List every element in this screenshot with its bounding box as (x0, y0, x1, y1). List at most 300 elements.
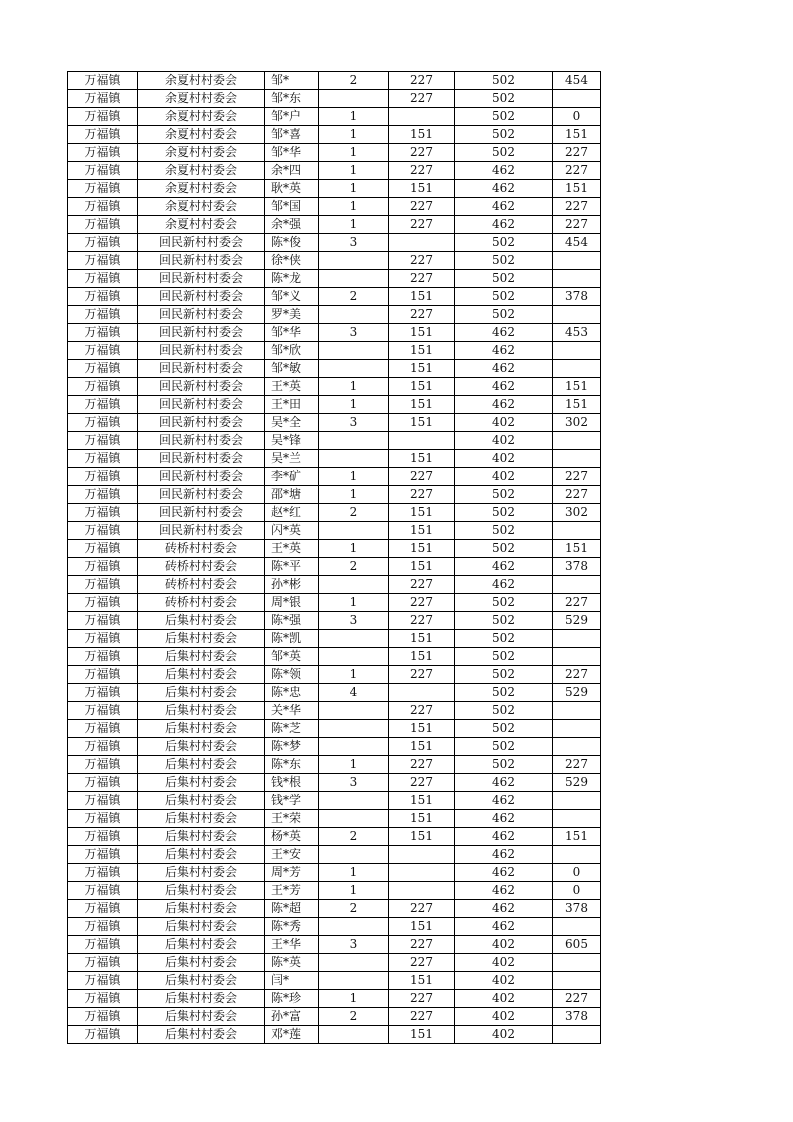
village-committee-cell: 后集村村委会 (138, 774, 265, 792)
count-cell (319, 810, 389, 828)
amount-b-cell: 462 (455, 360, 553, 378)
name-cell: 邹*东 (265, 90, 319, 108)
total-cell (553, 738, 601, 756)
table-row (68, 396, 601, 414)
table-row (68, 288, 601, 306)
amount-a-cell: 227 (389, 306, 455, 324)
count-cell (319, 630, 389, 648)
total-cell: 227 (553, 468, 601, 486)
table-row (68, 198, 601, 216)
count-cell: 1 (319, 864, 389, 882)
amount-a-cell (389, 684, 455, 702)
total-cell: 529 (553, 684, 601, 702)
total-cell: 227 (553, 990, 601, 1008)
table-row (68, 630, 601, 648)
table-row (68, 1008, 601, 1026)
total-cell: 227 (553, 198, 601, 216)
table-row (68, 450, 601, 468)
count-cell (319, 360, 389, 378)
count-cell: 2 (319, 72, 389, 90)
town-cell: 万福镇 (68, 162, 138, 180)
name-cell: 关*华 (265, 702, 319, 720)
count-cell: 1 (319, 882, 389, 900)
town-cell: 万福镇 (68, 1026, 138, 1044)
amount-a-cell: 151 (389, 1026, 455, 1044)
amount-b-cell: 462 (455, 918, 553, 936)
town-cell: 万福镇 (68, 918, 138, 936)
count-cell (319, 342, 389, 360)
table-row (68, 108, 601, 126)
amount-a-cell: 227 (389, 612, 455, 630)
count-cell (319, 522, 389, 540)
total-cell (553, 432, 601, 450)
town-cell: 万福镇 (68, 234, 138, 252)
count-cell: 3 (319, 936, 389, 954)
total-cell: 454 (553, 234, 601, 252)
amount-a-cell: 227 (389, 72, 455, 90)
count-cell (319, 972, 389, 990)
name-cell: 邵*塘 (265, 486, 319, 504)
name-cell: 徐*侠 (265, 252, 319, 270)
amount-a-cell (389, 234, 455, 252)
town-cell: 万福镇 (68, 882, 138, 900)
town-cell: 万福镇 (68, 360, 138, 378)
amount-a-cell: 151 (389, 450, 455, 468)
count-cell (319, 846, 389, 864)
town-cell: 万福镇 (68, 486, 138, 504)
count-cell (319, 576, 389, 594)
table-row (68, 900, 601, 918)
amount-a-cell: 227 (389, 990, 455, 1008)
table-row (68, 540, 601, 558)
total-cell (553, 306, 601, 324)
amount-b-cell: 462 (455, 378, 553, 396)
name-cell: 周*银 (265, 594, 319, 612)
table-row (68, 666, 601, 684)
town-cell: 万福镇 (68, 1008, 138, 1026)
total-cell: 0 (553, 882, 601, 900)
total-cell (553, 1026, 601, 1044)
amount-a-cell: 227 (389, 1008, 455, 1026)
village-committee-cell: 回民新村村委会 (138, 306, 265, 324)
name-cell: 邹*敏 (265, 360, 319, 378)
town-cell: 万福镇 (68, 108, 138, 126)
village-committee-cell: 余夏村村委会 (138, 72, 265, 90)
count-cell: 1 (319, 144, 389, 162)
amount-a-cell: 151 (389, 504, 455, 522)
total-cell: 378 (553, 1008, 601, 1026)
name-cell: 罗*美 (265, 306, 319, 324)
count-cell: 3 (319, 774, 389, 792)
name-cell: 陈*忠 (265, 684, 319, 702)
village-committee-cell: 回民新村村委会 (138, 432, 265, 450)
town-cell: 万福镇 (68, 324, 138, 342)
amount-b-cell: 502 (455, 270, 553, 288)
table-row (68, 918, 601, 936)
amount-b-cell: 402 (455, 1026, 553, 1044)
village-committee-cell: 回民新村村委会 (138, 234, 265, 252)
total-cell: 453 (553, 324, 601, 342)
village-committee-cell: 余夏村村委会 (138, 162, 265, 180)
amount-b-cell: 502 (455, 648, 553, 666)
amount-b-cell: 502 (455, 666, 553, 684)
name-cell: 邓*莲 (265, 1026, 319, 1044)
village-committee-cell: 后集村村委会 (138, 792, 265, 810)
town-cell: 万福镇 (68, 702, 138, 720)
village-committee-cell: 后集村村委会 (138, 828, 265, 846)
town-cell: 万福镇 (68, 270, 138, 288)
town-cell: 万福镇 (68, 414, 138, 432)
town-cell: 万福镇 (68, 954, 138, 972)
count-cell: 2 (319, 558, 389, 576)
amount-b-cell: 462 (455, 198, 553, 216)
total-cell: 529 (553, 774, 601, 792)
total-cell: 151 (553, 180, 601, 198)
table-row (68, 324, 601, 342)
village-committee-cell: 回民新村村委会 (138, 252, 265, 270)
amount-b-cell: 502 (455, 108, 553, 126)
table-row (68, 180, 601, 198)
amount-b-cell: 502 (455, 486, 553, 504)
village-committee-cell: 回民新村村委会 (138, 324, 265, 342)
total-cell: 227 (553, 216, 601, 234)
town-cell: 万福镇 (68, 144, 138, 162)
name-cell: 陈*珍 (265, 990, 319, 1008)
name-cell: 王*田 (265, 396, 319, 414)
total-cell (553, 792, 601, 810)
town-cell: 万福镇 (68, 666, 138, 684)
amount-b-cell: 462 (455, 810, 553, 828)
village-committee-cell: 回民新村村委会 (138, 342, 265, 360)
town-cell: 万福镇 (68, 684, 138, 702)
village-committee-cell: 后集村村委会 (138, 990, 265, 1008)
table-row (68, 234, 601, 252)
total-cell: 151 (553, 378, 601, 396)
amount-a-cell: 227 (389, 198, 455, 216)
name-cell: 邹*华 (265, 324, 319, 342)
amount-b-cell: 462 (455, 342, 553, 360)
amount-b-cell: 402 (455, 954, 553, 972)
total-cell: 529 (553, 612, 601, 630)
count-cell: 3 (319, 612, 389, 630)
town-cell: 万福镇 (68, 720, 138, 738)
table-row (68, 432, 601, 450)
name-cell: 吴*全 (265, 414, 319, 432)
total-cell (553, 702, 601, 720)
amount-a-cell: 227 (389, 756, 455, 774)
name-cell: 邹*欣 (265, 342, 319, 360)
amount-b-cell: 502 (455, 288, 553, 306)
table-row (68, 864, 601, 882)
name-cell: 陈*强 (265, 612, 319, 630)
total-cell (553, 810, 601, 828)
town-cell: 万福镇 (68, 738, 138, 756)
table-row (68, 972, 601, 990)
total-cell (553, 576, 601, 594)
name-cell: 吴*兰 (265, 450, 319, 468)
table-row (68, 306, 601, 324)
name-cell: 杨*英 (265, 828, 319, 846)
amount-b-cell: 502 (455, 720, 553, 738)
count-cell (319, 720, 389, 738)
amount-b-cell: 502 (455, 594, 553, 612)
amount-a-cell: 151 (389, 126, 455, 144)
amount-a-cell: 151 (389, 378, 455, 396)
table-row (68, 882, 601, 900)
table-row (68, 738, 601, 756)
amount-b-cell: 402 (455, 432, 553, 450)
amount-b-cell: 502 (455, 306, 553, 324)
town-cell: 万福镇 (68, 342, 138, 360)
amount-b-cell: 402 (455, 990, 553, 1008)
table-row (68, 756, 601, 774)
amount-b-cell: 402 (455, 414, 553, 432)
total-cell: 378 (553, 558, 601, 576)
amount-a-cell: 151 (389, 828, 455, 846)
table-row (68, 1026, 601, 1044)
village-committee-cell: 后集村村委会 (138, 1026, 265, 1044)
town-cell: 万福镇 (68, 540, 138, 558)
amount-b-cell: 462 (455, 900, 553, 918)
name-cell: 陈*梦 (265, 738, 319, 756)
amount-b-cell: 502 (455, 756, 553, 774)
town-cell: 万福镇 (68, 306, 138, 324)
name-cell: 邹*国 (265, 198, 319, 216)
total-cell (553, 450, 601, 468)
village-committee-cell: 后集村村委会 (138, 882, 265, 900)
name-cell: 陈*凯 (265, 630, 319, 648)
village-committee-cell: 余夏村村委会 (138, 216, 265, 234)
total-cell: 151 (553, 540, 601, 558)
total-cell (553, 522, 601, 540)
amount-a-cell: 151 (389, 342, 455, 360)
count-cell: 2 (319, 504, 389, 522)
total-cell (553, 720, 601, 738)
name-cell: 王*安 (265, 846, 319, 864)
village-committee-cell: 回民新村村委会 (138, 468, 265, 486)
count-cell (319, 918, 389, 936)
amount-b-cell: 502 (455, 630, 553, 648)
amount-a-cell: 227 (389, 666, 455, 684)
name-cell: 王*华 (265, 936, 319, 954)
name-cell: 吴*锋 (265, 432, 319, 450)
village-committee-cell: 回民新村村委会 (138, 288, 265, 306)
table-row (68, 126, 601, 144)
total-cell (553, 342, 601, 360)
count-cell (319, 702, 389, 720)
table-row (68, 162, 601, 180)
amount-b-cell: 462 (455, 774, 553, 792)
name-cell: 陈*龙 (265, 270, 319, 288)
total-cell (553, 648, 601, 666)
table-row (68, 504, 601, 522)
amount-a-cell (389, 846, 455, 864)
count-cell (319, 432, 389, 450)
amount-a-cell: 151 (389, 396, 455, 414)
town-cell: 万福镇 (68, 72, 138, 90)
name-cell: 周*芳 (265, 864, 319, 882)
amount-a-cell: 151 (389, 522, 455, 540)
name-cell: 邹*喜 (265, 126, 319, 144)
village-committee-cell: 余夏村村委会 (138, 90, 265, 108)
village-committee-cell: 余夏村村委会 (138, 144, 265, 162)
amount-b-cell: 502 (455, 702, 553, 720)
data-table (67, 71, 601, 1044)
count-cell: 2 (319, 828, 389, 846)
count-cell: 3 (319, 234, 389, 252)
village-committee-cell: 后集村村委会 (138, 630, 265, 648)
town-cell: 万福镇 (68, 576, 138, 594)
amount-b-cell: 502 (455, 90, 553, 108)
total-cell: 151 (553, 828, 601, 846)
name-cell: 耿*英 (265, 180, 319, 198)
town-cell: 万福镇 (68, 612, 138, 630)
village-committee-cell: 后集村村委会 (138, 666, 265, 684)
village-committee-cell: 后集村村委会 (138, 756, 265, 774)
village-committee-cell: 后集村村委会 (138, 972, 265, 990)
town-cell: 万福镇 (68, 972, 138, 990)
amount-b-cell: 402 (455, 1008, 553, 1026)
village-committee-cell: 回民新村村委会 (138, 360, 265, 378)
amount-a-cell: 227 (389, 954, 455, 972)
amount-a-cell: 227 (389, 144, 455, 162)
count-cell (319, 252, 389, 270)
count-cell: 1 (319, 378, 389, 396)
village-committee-cell: 回民新村村委会 (138, 522, 265, 540)
village-committee-cell: 回民新村村委会 (138, 486, 265, 504)
village-committee-cell: 后集村村委会 (138, 1008, 265, 1026)
amount-a-cell: 151 (389, 288, 455, 306)
count-cell: 3 (319, 324, 389, 342)
town-cell: 万福镇 (68, 288, 138, 306)
table-row (68, 810, 601, 828)
count-cell: 1 (319, 990, 389, 1008)
amount-b-cell: 462 (455, 324, 553, 342)
table-row (68, 990, 601, 1008)
amount-a-cell (389, 108, 455, 126)
total-cell (553, 630, 601, 648)
total-cell: 0 (553, 864, 601, 882)
amount-a-cell (389, 882, 455, 900)
table-row (68, 720, 601, 738)
village-committee-cell: 后集村村委会 (138, 846, 265, 864)
amount-a-cell: 227 (389, 468, 455, 486)
count-cell (319, 648, 389, 666)
amount-b-cell: 462 (455, 828, 553, 846)
amount-b-cell: 402 (455, 450, 553, 468)
amount-b-cell: 462 (455, 864, 553, 882)
count-cell (319, 90, 389, 108)
table-row (68, 522, 601, 540)
town-cell: 万福镇 (68, 594, 138, 612)
amount-a-cell: 151 (389, 720, 455, 738)
village-committee-cell: 后集村村委会 (138, 738, 265, 756)
table-row (68, 648, 601, 666)
village-committee-cell: 余夏村村委会 (138, 108, 265, 126)
town-cell: 万福镇 (68, 90, 138, 108)
table-row (68, 846, 601, 864)
amount-a-cell: 227 (389, 702, 455, 720)
village-committee-cell: 后集村村委会 (138, 648, 265, 666)
total-cell (553, 360, 601, 378)
town-cell: 万福镇 (68, 900, 138, 918)
table-row (68, 468, 601, 486)
count-cell: 1 (319, 216, 389, 234)
town-cell: 万福镇 (68, 810, 138, 828)
town-cell: 万福镇 (68, 432, 138, 450)
amount-b-cell: 462 (455, 162, 553, 180)
town-cell: 万福镇 (68, 522, 138, 540)
amount-a-cell: 227 (389, 900, 455, 918)
amount-b-cell: 402 (455, 936, 553, 954)
village-committee-cell: 回民新村村委会 (138, 504, 265, 522)
amount-b-cell: 462 (455, 558, 553, 576)
village-committee-cell: 后集村村委会 (138, 954, 265, 972)
town-cell: 万福镇 (68, 378, 138, 396)
table-row (68, 594, 601, 612)
amount-a-cell: 151 (389, 540, 455, 558)
village-committee-cell: 回民新村村委会 (138, 450, 265, 468)
amount-a-cell: 151 (389, 972, 455, 990)
village-committee-cell: 后集村村委会 (138, 612, 265, 630)
table-row (68, 936, 601, 954)
name-cell: 陈*平 (265, 558, 319, 576)
count-cell: 1 (319, 594, 389, 612)
town-cell: 万福镇 (68, 180, 138, 198)
name-cell: 邹* (265, 72, 319, 90)
name-cell: 陈*东 (265, 756, 319, 774)
town-cell: 万福镇 (68, 450, 138, 468)
amount-b-cell: 502 (455, 684, 553, 702)
table-body (68, 72, 601, 1044)
total-cell: 151 (553, 396, 601, 414)
name-cell: 邹*英 (265, 648, 319, 666)
town-cell: 万福镇 (68, 756, 138, 774)
count-cell: 1 (319, 540, 389, 558)
table-row (68, 684, 601, 702)
table-row (68, 792, 601, 810)
amount-b-cell: 502 (455, 252, 553, 270)
amount-a-cell: 227 (389, 162, 455, 180)
amount-a-cell: 151 (389, 558, 455, 576)
name-cell: 王*芳 (265, 882, 319, 900)
count-cell: 1 (319, 126, 389, 144)
town-cell: 万福镇 (68, 828, 138, 846)
amount-b-cell: 462 (455, 180, 553, 198)
amount-a-cell: 227 (389, 216, 455, 234)
amount-a-cell (389, 432, 455, 450)
name-cell: 陈*秀 (265, 918, 319, 936)
name-cell: 孙*彬 (265, 576, 319, 594)
table-row (68, 144, 601, 162)
amount-b-cell: 402 (455, 468, 553, 486)
village-committee-cell: 回民新村村委会 (138, 378, 265, 396)
name-cell: 王*英 (265, 540, 319, 558)
total-cell: 151 (553, 126, 601, 144)
table-row (68, 378, 601, 396)
amount-b-cell: 502 (455, 738, 553, 756)
amount-b-cell: 462 (455, 882, 553, 900)
amount-b-cell: 462 (455, 576, 553, 594)
amount-a-cell: 227 (389, 252, 455, 270)
count-cell: 1 (319, 162, 389, 180)
town-cell: 万福镇 (68, 198, 138, 216)
village-committee-cell: 砖桥村村委会 (138, 558, 265, 576)
total-cell: 227 (553, 666, 601, 684)
amount-b-cell: 462 (455, 846, 553, 864)
amount-b-cell: 462 (455, 396, 553, 414)
name-cell: 钱*根 (265, 774, 319, 792)
